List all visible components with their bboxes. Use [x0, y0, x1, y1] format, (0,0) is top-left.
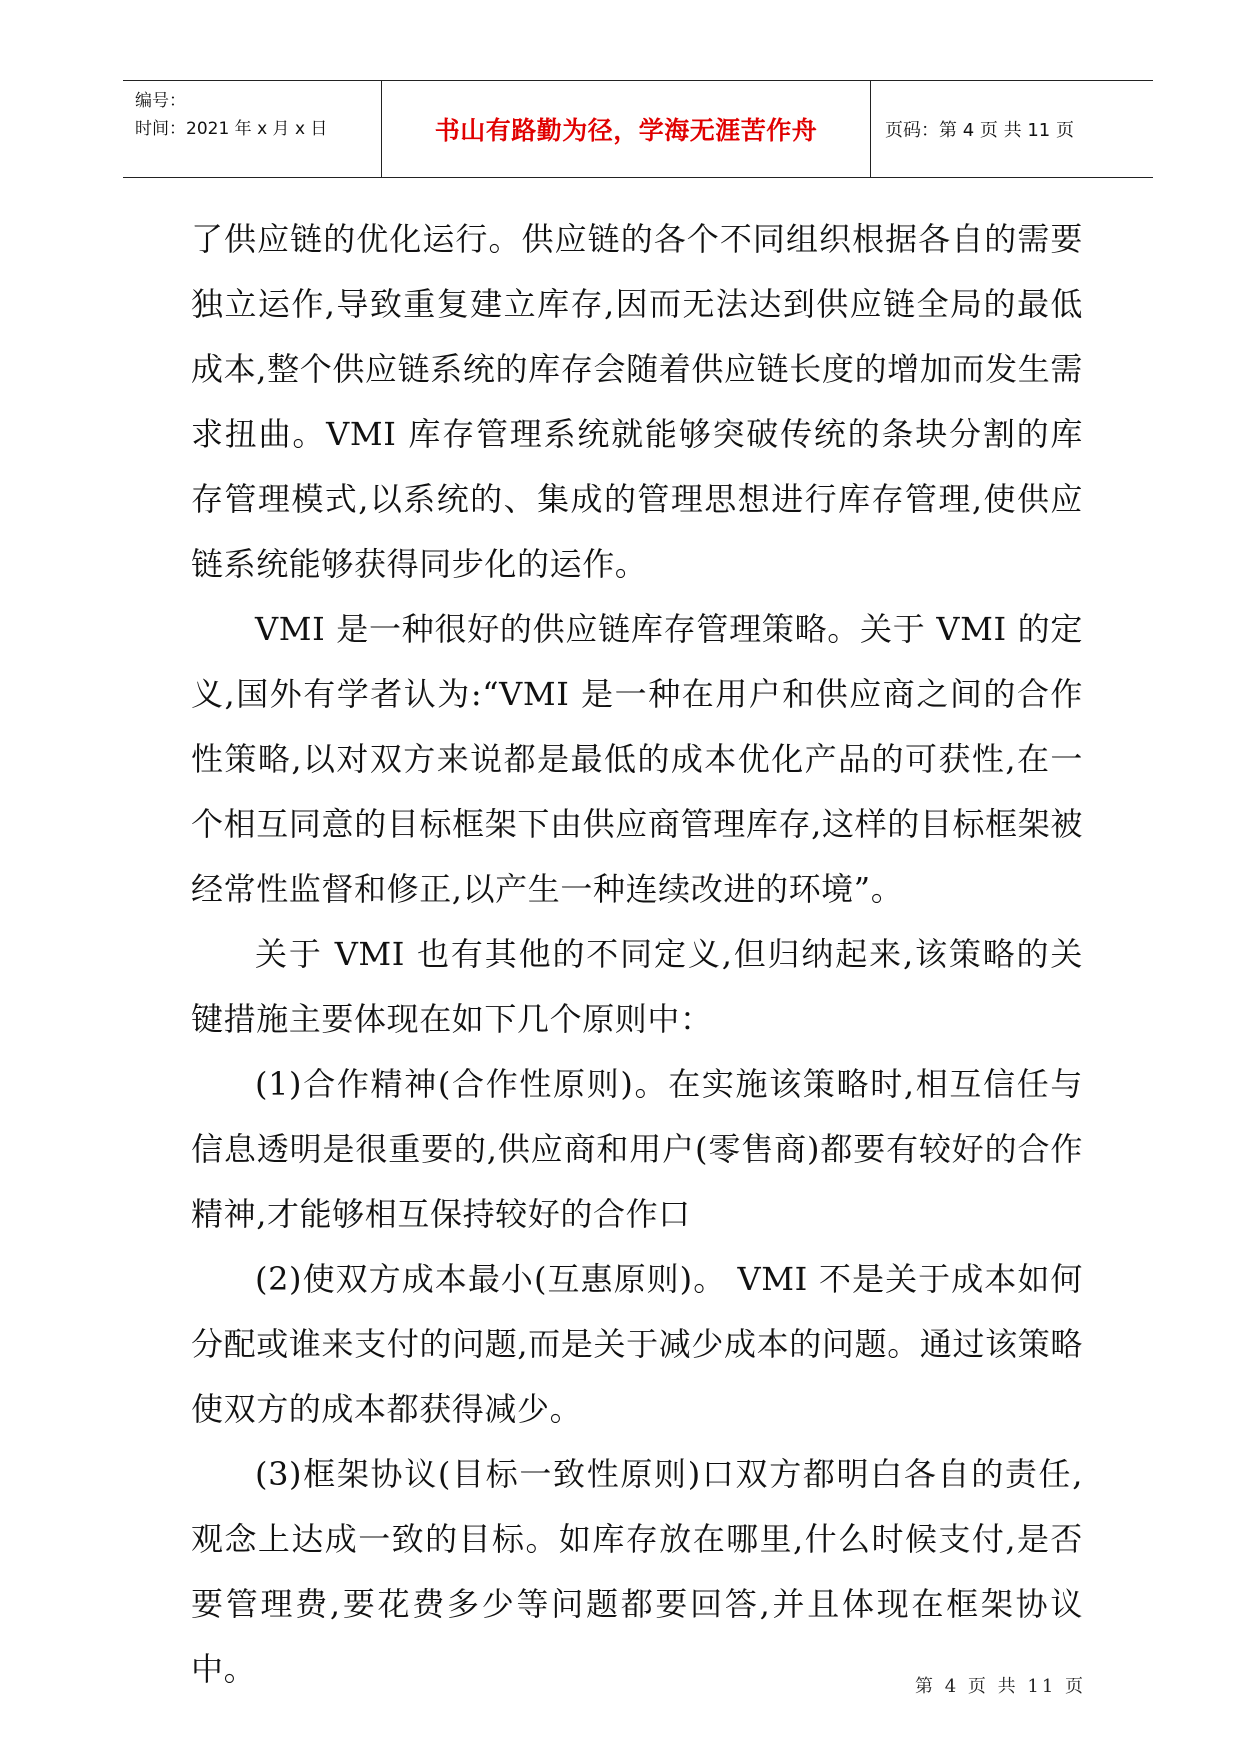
header-meta [123, 81, 382, 177]
header-page-info: 页码：第 4 页 共 11 页 [885, 120, 1074, 141]
paragraph: 了供应链的优化运行。供应链的各个不同组织根据各自的需要独立运作,导致重复建立库存,因而无法达到供应链全局的最低成本,整个供应链系统的库存会随着供应链长度的增加而发生需求扭曲。VMI 库存管理系统就能够突破传统的条块分割的库存管理模式,以系统的、集成的管理思想进行库存管理,使供应链系统能够获得同步化的运作。 [191, 220, 1083, 583]
paragraph: (3)框架协议(目标一致性原则)口双方都明白各自的责任,观念上达成一致的目标。如库存放在哪里,什么时候支付,是否要管理费,要花费多少等问题都要回答,并且体现在框架协议中。 [191, 1455, 1083, 1688]
paragraph: VMI 是一种很好的供应链库存管理策略。关于 VMI 的定义,国外有学者认为:“VMI 是一种在用户和供应商之间的合作性策略,以对双方来说都是最低的成本优化产品的可获性,在一个相互同意的目标框架下由供应商管理库存,这样的目标框架被经常性监督和修正,以产生一种连续改进的环境”。 [191, 610, 1083, 908]
paragraph: 关于 VMI 也有其他的不同定义,但归纳起来,该策略的关键措施主要体现在如下几个原则中： [191, 935, 1083, 1038]
document-body [191, 207, 1083, 1702]
time-label: 时间：2021 年 x 月 x 日 [135, 119, 328, 139]
paragraph: (1)合作精神(合作性原则)。在实施该策略时,相互信任与信息透明是很重要的,供应商和用户(零售商)都要有较好的合作精神,才能够相互保持较好的合作口 [191, 1065, 1083, 1233]
page-footer: 第 4 页 共 11 页 [915, 1676, 1086, 1697]
number-label: 编号： [135, 91, 186, 111]
document-header [123, 80, 1153, 178]
paragraph: (2)使双方成本最小(互惠原则)。 VMI 不是关于成本如何分配或谁来支付的问题,而是关于减少成本的问题。通过该策略使双方的成本都获得减少。 [191, 1260, 1083, 1428]
header-motto: 书山有路勤为径，学海无涯苦作舟 [382, 81, 871, 177]
